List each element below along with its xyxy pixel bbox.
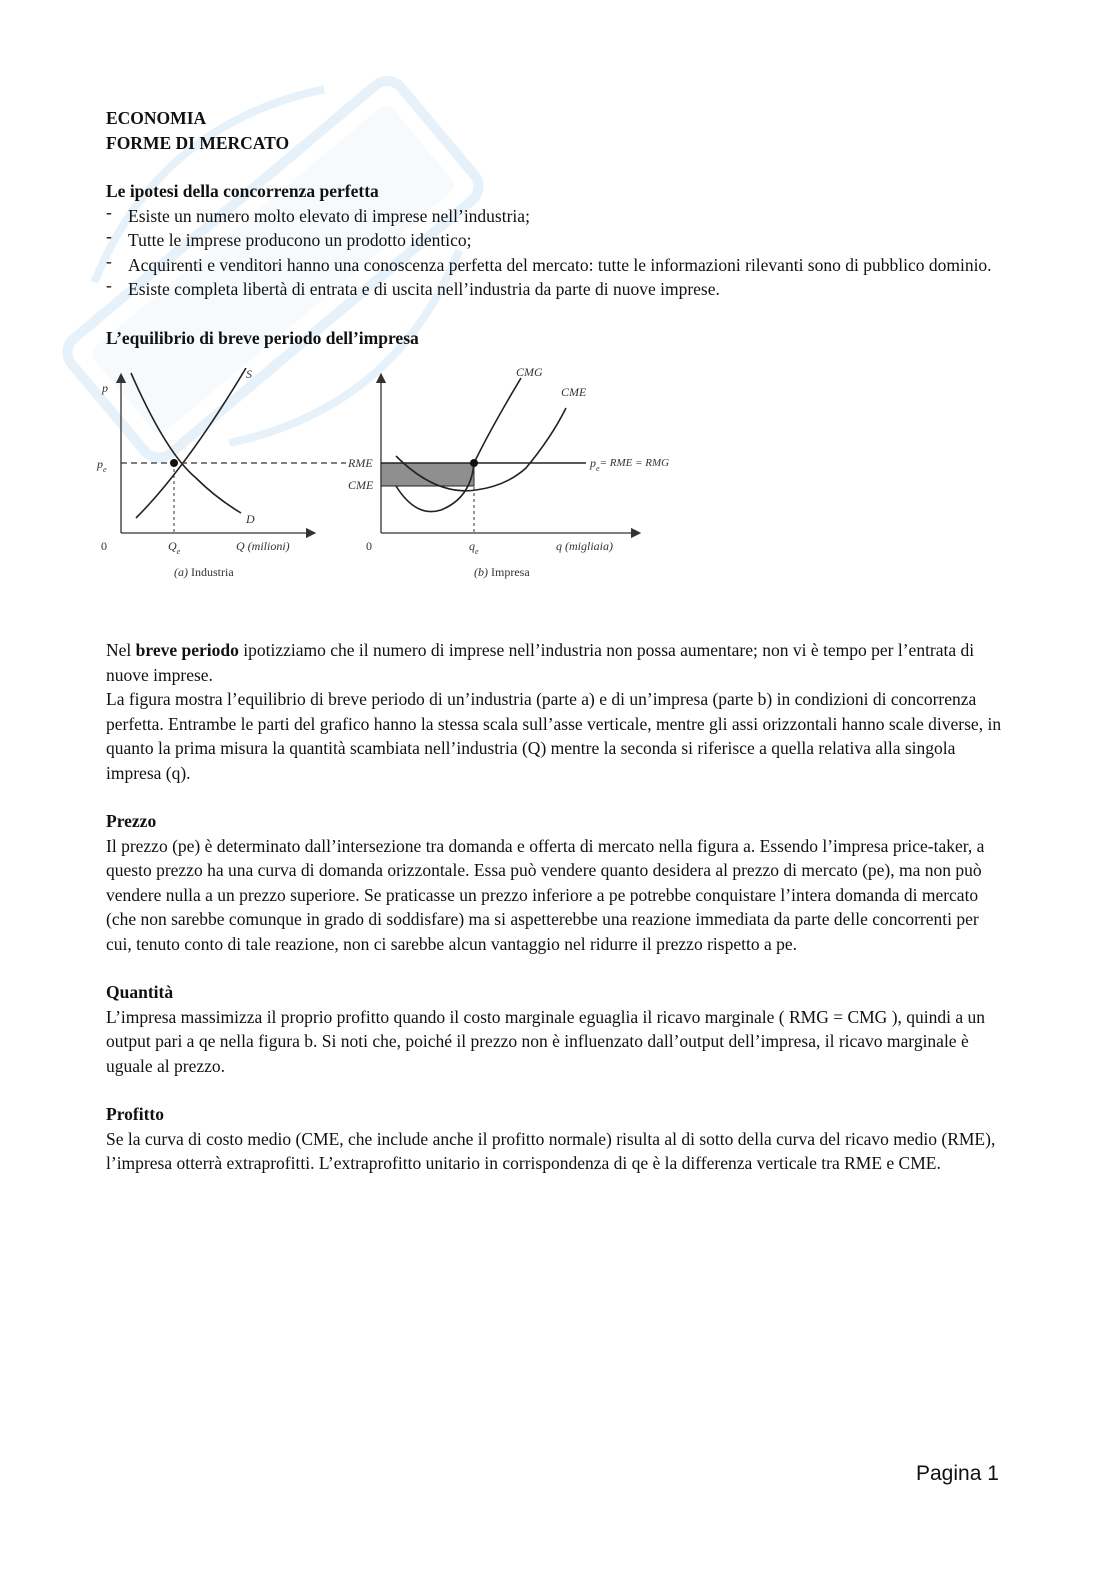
cme-curve-label: CME — [561, 385, 587, 399]
document-body — [97, 106, 1006, 1176]
price-text: Il prezzo (pe) è determinato dall’intersezione tra domanda e offerta di mercato nella figura a. Essendo l’impresa price-taker, a questo prezzo ha una curva di domanda orizzontale. Essa può vendere quanto desidera al prezzo di mercato (pe), ma non può vendere nulla a un prezzo superiore. Se praticasse un prezzo inferiore a pe potrebbe conquistare l’intera domanda di mercato (che non sarebbe comunque in grado di soddisfare) ma si aspetterebbe una reazione immediata da parte delle concorrenti per cui, tenuto conto di tale reazione, non ci sarebbe alcun vantaggio nel ridurre il prezzo rispetto a pe. — [106, 835, 985, 954]
list-item: - Tutte le imprese producono un prodotto identico; — [106, 228, 1006, 253]
rme-label: RME — [348, 456, 373, 470]
equilibrium-figure — [97, 368, 1006, 638]
doc-topic: FORME DI MERCATO — [106, 132, 290, 153]
supply-curve — [136, 368, 246, 518]
firm-equilibrium-point — [470, 459, 478, 467]
panel-b-caption: (b) Impresa — [474, 565, 530, 579]
panel-b-origin: 0 — [366, 539, 372, 553]
industry-equilibrium-point — [170, 459, 178, 467]
profit-area — [381, 463, 474, 486]
panel-b-qe-label: $q_e$ — [469, 539, 479, 556]
quantity-heading: Quantità — [106, 982, 174, 1002]
profit-text: Se la curva di costo medio (CME, che include anche il profitto normale) risulta al di sotto della curva del ricavo medio (RME), l’impresa otterrà extraprofitti. L’extraprofitto unitario in corrispondenza di qe è la differenza verticale tra RME e CME. — [106, 1128, 996, 1173]
list-item: - Esiste un numero molto elevato di imprese nell’industria; — [106, 204, 1006, 229]
demand-curve — [131, 373, 241, 513]
panel-a-qe-label: $Q_e$ — [168, 539, 181, 556]
bold-term: breve periodo — [135, 640, 239, 660]
panel-b-x-label: q (migliaia) — [556, 539, 613, 553]
panel-a-y-label: p — [102, 381, 108, 395]
quantity-text: L’impresa massimizza il proprio profitto quando il costo marginale eguaglia il ricavo marginale ( RMG = CMG ), quindi a un output pari a qe nella figura b. Si noti che, poiché il prezzo non è influenzato dall’output dell’impresa, il ricavo marginale è uguale al prezzo. — [106, 1006, 986, 1076]
price-heading: Prezzo — [106, 811, 157, 831]
intro-text: Nel breve periodo ipotizziamo che il numero di imprese nell’industria non possa aumentare; non vi è tempo per l’entrata di nuove imprese. — [106, 640, 975, 685]
panel-a-x-label: Q (milioni) — [236, 539, 290, 553]
demand-label: D — [246, 512, 255, 526]
hypotheses-heading: Le ipotesi della concorrenza perfetta — [106, 181, 379, 201]
intro-paragraph — [106, 638, 1006, 785]
cmg-curve — [396, 378, 521, 512]
equilibrium-heading: L’equilibrio di breve periodo dell’impresa — [106, 327, 419, 348]
doc-subject: ECONOMIA — [106, 108, 207, 128]
cme-axis-label: CME — [348, 478, 374, 492]
supply-label: S — [246, 368, 252, 381]
intro-text-2: La figura mostra l’equilibrio di breve periodo di un’industria (parte a) e di un’impresa (parte b) in condizioni di concorrenza perfetta. Entrambe le parti del grafico hanno la stessa scala sull’asse verticale, mentre gli assi orizzontali hanno scale diverse, in quanto la prima misura la quantità scambiata nell’industria (Q) mentre la seconda si riferisce a quella relativa alla singola impresa (q). — [106, 689, 1002, 783]
cmg-label: CMG — [516, 368, 543, 379]
panel-a-pe-label: $p_e$ — [97, 457, 107, 474]
list-item: - Esiste completa libertà di entrata e di uscita nell’industria da parte di nuove imprese. — [106, 277, 1006, 302]
list-item: - Acquirenti e venditori hanno una conoscenza perfetta del mercato: tutte le informazioni rilevanti sono di pubblico dominio. — [106, 253, 1006, 278]
page-number: Pagina 1 — [916, 1462, 999, 1485]
hypotheses-list — [106, 204, 1006, 302]
demand-line-label: $p_e=$ RME = RMG — [590, 456, 670, 473]
panel-a-caption: (a) Industria — [174, 565, 234, 579]
profit-heading: Profitto — [106, 1104, 164, 1124]
equilibrium-diagram — [96, 368, 706, 638]
panel-a-origin: 0 — [101, 539, 107, 553]
